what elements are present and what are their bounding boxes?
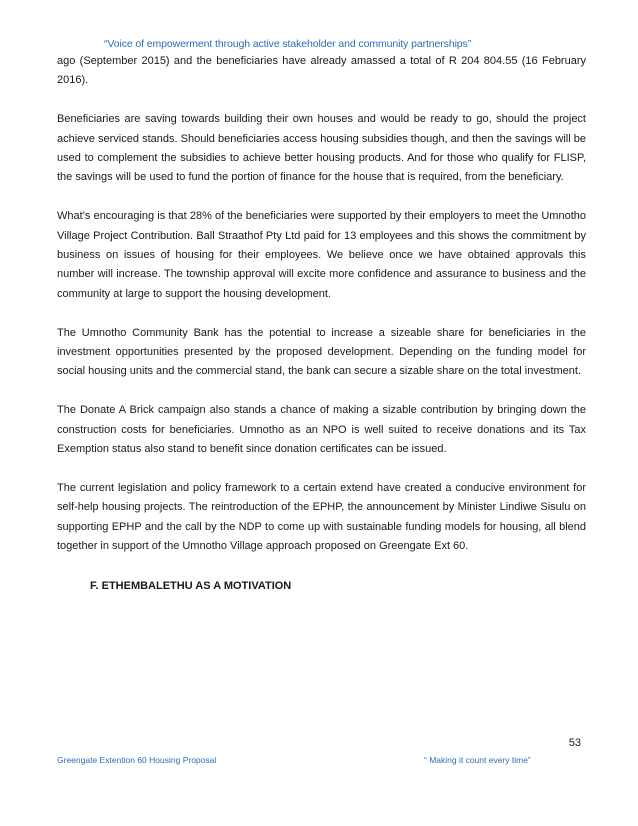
paragraph-donate-a-brick: The Donate A Brick campaign also stands a chance of making a sizable contribution by bringing down the construction costs for beneficiaries. Umnotho as an NPO is well suited to receive donations and its Tax Exemption status also stand to benefit since donation certificates can be issued. — [57, 404, 586, 456]
body-text — [57, 52, 586, 576]
page-number: 53 — [568, 737, 581, 749]
paragraph-community-bank: The Umnotho Community Bank has the potential to increase a sizeable share for beneficiaries in the investment opportunities presented by the proposed development. Depending on the funding model for social housing units and the commercial stand, the bank can secure a sizable share on the total investment. — [57, 326, 586, 378]
paragraph-employer-support: What’s encouraging is that 28% of the beneficiaries were supported by their employers to meet the Umnotho Village Project Contribution. Ball Straathof Pty Ltd paid for 13 employees and this shows the commitment by business on issues of housing for their employees. We believe once we have obtained approvals this number will increase. The township approval will excite more confidence and assurance to business and the community at large to support the housing development. — [57, 210, 586, 300]
paragraph-beneficiary-savings: Beneficiaries are saving towards building their own houses and would be ready to go, should the project achieve serviced stands. Should beneficiaries access housing subsidies though, and then the savings will be used to complement the subsidies to achieve better housing products. And for those who qualify for FLISP, the savings will be used to fund the portion of finance for the house that is required, from the beneficiary. — [57, 113, 586, 184]
paragraph-savings-total: ago (September 2015) and the beneficiaries have already amassed a total of R 204 804.55 (16 February 2016). — [57, 55, 586, 87]
footer-slogan: “ Making it count every time” — [424, 755, 531, 765]
paragraph-legislation: The current legislation and policy framework to a certain extend have created a conducive environment for self-help housing projects. The reintroduction of the EPHP, the announcement by Minister Lindiwe Sisulu on supporting EPHP and the call by the NDP to come up with sustainable funding models for housing, all blend together in support of the Umnotho Village approach proposed on Greengate Ext 60. — [57, 481, 586, 553]
section-heading: F. ETHEMBALETHU AS A MOTIVATION — [90, 580, 292, 592]
header-quote: “Voice of empowerment through active stakeholder and community partnerships” — [104, 38, 472, 50]
footer-document-title: Greengate Extention 60 Housing Proposal — [57, 755, 217, 765]
